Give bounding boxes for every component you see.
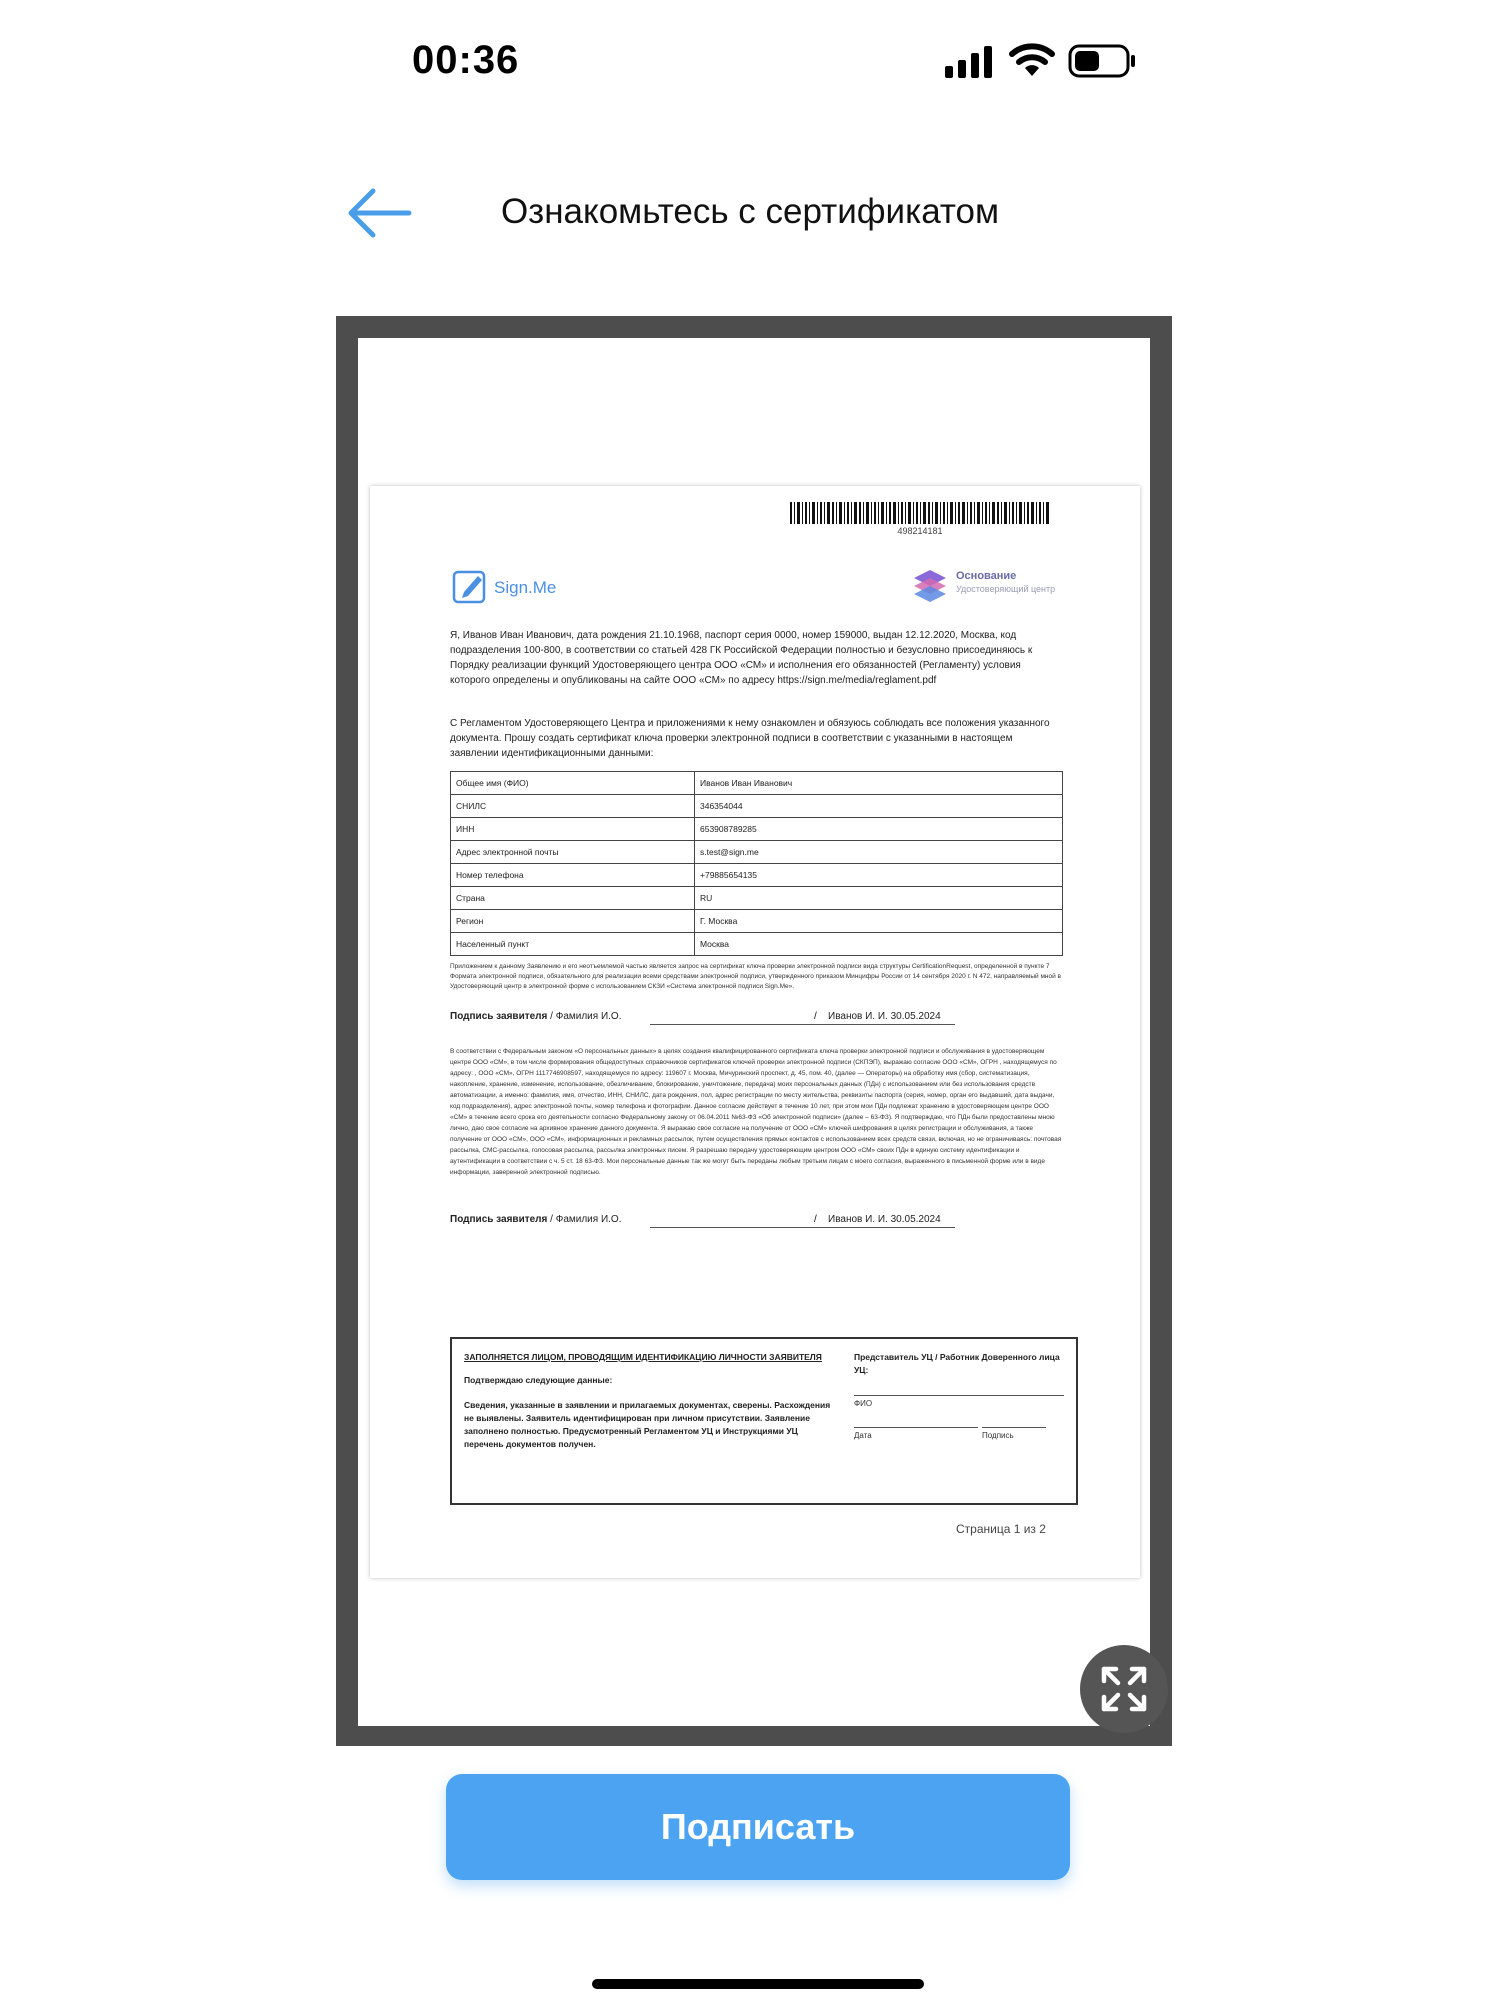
home-indicator	[592, 1979, 924, 1989]
table-value: Г. Москва	[695, 910, 1063, 933]
status-time: 00:36	[412, 38, 520, 82]
page-title: Ознакомьтесь с сертификатом	[500, 192, 1000, 231]
signature-underline	[650, 1227, 955, 1228]
table-label: Регион	[451, 910, 695, 933]
identification-box	[450, 1337, 1078, 1505]
fio-line	[854, 1395, 1064, 1396]
barcode-icon	[790, 502, 1050, 524]
table-label: Населенный пункт	[451, 933, 695, 956]
identification-right	[854, 1351, 1064, 1377]
agreement-paragraph: С Регламентом Удостоверяющего Центра и приложениями к нему ознакомлен и обязуюсь соблюдать все положения указанного документа. Прошу создать сертификат ключа проверки электронной подписи в соответствии с указанными в настоящем заявлении идентификационными данными:	[450, 718, 1050, 759]
signme-logo	[452, 568, 602, 608]
signature-value: Иванов И. И. 30.05.2024	[828, 1011, 941, 1022]
representative-header: Представитель УЦ / Работник Доверенного лица УЦ:	[854, 1352, 1060, 1375]
table-value: RU	[695, 887, 1063, 910]
identification-list: Сведения, указанные в заявлении и прилагаемых документах, сверены. Расхождения не выявлены. Заявитель идентифицирован при личном присутствии. Заявление заполнено полностью. Предусмотренный Регламентом УЦ и Инструкциями УЦ перечень документов получен.	[464, 1400, 831, 1449]
fio-label: ФИО	[854, 1399, 873, 1408]
table-value: s.test@sign.me	[695, 841, 1063, 864]
osnovanie-logo-icon	[910, 566, 950, 606]
table-label: Адрес электронной почты	[451, 841, 695, 864]
date-line	[854, 1427, 978, 1428]
battery-icon	[1068, 44, 1136, 78]
signature-underline	[650, 1024, 955, 1025]
osnovanie-name: Основание	[956, 570, 1017, 582]
barcode-number: 498214181	[897, 526, 943, 536]
signature-label: / Фамилия И.О.	[547, 1011, 622, 1022]
identification-header: ЗАПОЛНЯЕТСЯ ЛИЦОМ, ПРОВОДЯЩИМ ИДЕНТИФИКАЦИЮ ЛИЧНОСТИ ЗАЯВИТЕЛЯ	[464, 1352, 822, 1362]
table-label: ИНН	[451, 818, 695, 841]
date-label: Дата	[854, 1431, 872, 1440]
table-row	[451, 818, 1063, 841]
table-row	[451, 795, 1063, 818]
document-viewer[interactable]	[336, 316, 1172, 1746]
signme-logo-text: Sign.Me	[494, 578, 557, 597]
table-value: 653908789285	[695, 818, 1063, 841]
signature-value: Иванов И. И. 30.05.2024	[828, 1214, 941, 1225]
sign-button[interactable]: Подписать	[446, 1774, 1070, 1880]
table-row	[451, 841, 1063, 864]
signature-label-bold: Подпись заявителя	[450, 1011, 548, 1022]
table-value: Москва	[695, 933, 1063, 956]
wifi-icon	[1008, 42, 1056, 78]
table-value: +79885654135	[695, 864, 1063, 887]
table-value: 346354044	[695, 795, 1063, 818]
signature-label-bold: Подпись заявителя	[450, 1214, 548, 1225]
table-row	[451, 933, 1063, 956]
signature-line-2	[450, 1214, 621, 1225]
consent-paragraph: В соответствии с Федеральным законом «О персональных данных» в целях создания квалифицированного сертификата ключа проверки электронной подписи и обслуживания в удостоверяющем центре ООО «СМ», в том числе формирования общедоступных справочников сертификатов ключей проверки электронной подписи (СКПЭП), выражаю согласие ООО «СМ», ОГРН , находящемуся по адресу: , ООО «СМ», ОГРН 1117746908597, находящемуся по адресу: 119607 г. Москва, Мичуринский проспект, д. 45, пом. 40, (далее — Операторы) на обработку имя (сбор, систематизация, накопление, хранение, изменение, использование, обезличивание, блокирование, уничтожение, передача) моих персональных данных (ПДн) с использованием или без использования средств автоматизации, а именно: фамилия, имя, отчество, ИНН, СНИЛС, дата рождения, пол, адрес регистрации по месту жительства, реквизиты паспорта (серия, номер, орган его выдавший, дата выдачи, код подразделения), адрес электронной почты, номер телефона и фотографии. Данное согласие действует в течение 10 лет, при этом мои ПДн подлежат хранению в удостоверяющем центре ООО «СМ» в течение всего срока его деятельности согласно Федеральному закону от 06.04.2011 №63-ФЗ «Об электронной подписи» (далее – 63-ФЗ). Я подтверждаю, что ПДн были предоставлены мною лично, даю свое согласие на архивное хранение данного документа. Я выражаю свое согласие на получение от ООО «СМ» ключей шифрования в целях регистрации и обслуживания, а также получение от ООО «СМ», ООО «СМ», информационных и рекламных рассылок, путем осуществления прямых контактов с использованием всех средств связи, включая, но не ограничиваясь: почтовая рассылка, СМС-рассылка, голосовая рассылка, рассылка электронных писем. Я разрешаю передачу удостоверяющим центром ООО «СМ» своих ПДн в единую систему идентификации и аутентификации в соответствии с ч. 5 ст. 18 63-ФЗ. Мои персональные данные так же могут быть переданы любым третьим лицам с моего согласия, выраженного в письменной форме или в виде информации, заверенной электронной подписью.	[450, 1048, 1062, 1176]
expand-button[interactable]	[1080, 1645, 1168, 1733]
document-page	[358, 338, 1150, 1726]
cellular-signal-icon	[945, 46, 995, 78]
signature-slash: /	[814, 1214, 817, 1225]
attachment-note: Приложением к данному Заявлению и его неотъемлемой частью является запрос на сертификат ключа проверки электронной подписи вида структуры CertificationRequest, определенной в пункте 7 Формата электронной подписи, обязательного для реализации всеми средствами электронной подписи, утвержденного приказом Минцифры России от 14 сентября 2020 г. N 472, направляемый мной в Удостоверяющий центр в электронной форме с использованием СКЗИ «Система электронной подписи Sign.Me».	[450, 963, 1062, 990]
status-bar	[0, 0, 1500, 125]
signature-label: / Фамилия И.О.	[547, 1214, 622, 1225]
table-row	[451, 910, 1063, 933]
table-row	[451, 887, 1063, 910]
table-label: Общее имя (ФИО)	[451, 772, 695, 795]
table-row	[451, 864, 1063, 887]
signature-slash: /	[814, 1011, 817, 1022]
identification-left	[464, 1351, 834, 1451]
table-value: Иванов Иван Иванович	[695, 772, 1063, 795]
sign-label: Подпись	[982, 1431, 1014, 1440]
page-number: Страница 1 из 2	[956, 1522, 1046, 1536]
identification-table	[450, 771, 1063, 956]
table-row	[451, 772, 1063, 795]
table-label: СНИЛС	[451, 795, 695, 818]
expand-icon	[1080, 1645, 1168, 1733]
document-sheet	[370, 486, 1140, 1578]
sign-line	[982, 1427, 1046, 1428]
identification-confirm: Подтверждаю следующие данные:	[464, 1375, 613, 1385]
osnovanie-logo	[910, 566, 1110, 606]
osnovanie-subtitle: Удостоверяющий центр	[956, 584, 1056, 594]
table-label: Страна	[451, 887, 695, 910]
signme-logo-icon	[452, 568, 488, 606]
table-label: Номер телефона	[451, 864, 695, 887]
signature-line	[450, 1011, 621, 1022]
statement-paragraph: Я, Иванов Иван Иванович, дата рождения 21.10.1968, паспорт серия 0000, номер 159000, выдан 12.12.2020, Москва, код подразделения 100-800, в соответствии со статьей 428 ГК Российской Федерации полностью и безусловно присоединяюсь к Порядку реализации функций Удостоверяющего центра ООО «СМ» и исполнения его обязанностей (Регламенту) условия которого определены и опубликованы на сайте ООО «СМ» по адресу https://sign.me/media/reglament.pdf	[450, 630, 1033, 686]
